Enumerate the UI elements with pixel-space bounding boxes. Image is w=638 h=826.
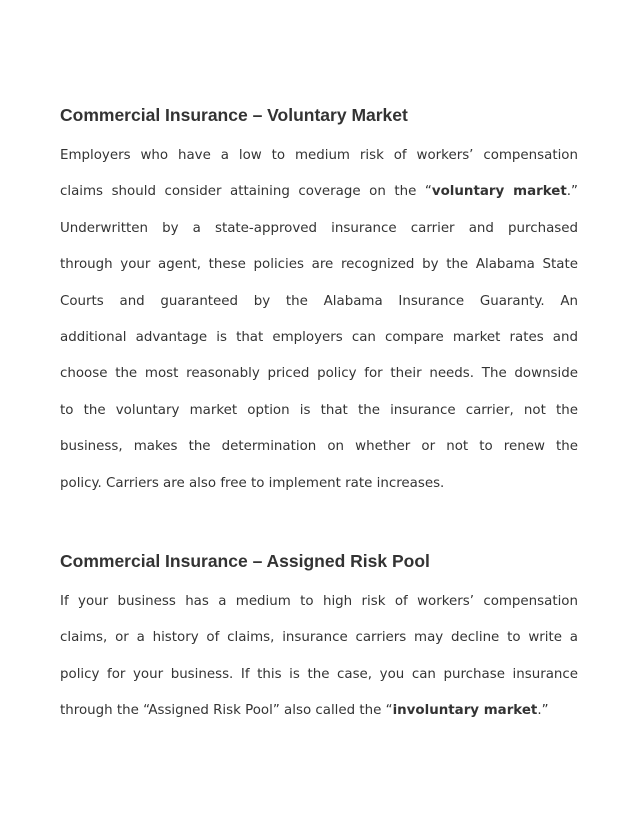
section-title-voluntary-market: Commercial Insurance – Voluntary Market xyxy=(60,105,408,125)
text-run: through the “Assigned Risk Pool” also called the “ xyxy=(60,703,393,719)
text-line xyxy=(60,693,578,729)
emphasis-voluntary-market: voluntary market xyxy=(431,184,567,200)
text-line: choose the most reasonably priced policy for their needs. The downside xyxy=(60,366,578,382)
text-line: business, makes the determination on whether or not to renew the xyxy=(60,439,578,455)
text-line: claims, or a history of claims, insurance carriers may decline to write a xyxy=(60,630,578,646)
text-run: claims should consider attaining coverage on the “ xyxy=(60,184,432,200)
text-line: Underwritten by a state-approved insurance carrier and purchased xyxy=(60,220,578,236)
text-line: additional advantage is that employers can compare market rates and xyxy=(60,329,578,345)
text-line: Employers who have a low to medium risk of workers’ compensation xyxy=(60,148,578,163)
text-line: policy. Carriers are also free to implement rate increases. xyxy=(60,475,445,491)
text-line: to the voluntary market option is that the insurance carrier, not the xyxy=(60,402,578,418)
text-run: .” xyxy=(566,184,578,200)
text-run: .” xyxy=(537,703,549,719)
text-line: Courts and guaranteed by the Alabama Insurance Guaranty. An xyxy=(60,293,578,309)
section-title-assigned-risk-pool: Commercial Insurance – Assigned Risk Pool xyxy=(60,551,430,571)
paragraph-assigned-risk-pool xyxy=(60,584,578,730)
text-line xyxy=(60,174,578,210)
text-line: policy for your business. If this is the case, you can purchase insurance xyxy=(60,666,578,682)
text-line: If your business has a medium to high risk of workers’ compensation xyxy=(60,594,578,609)
text-line: through your agent, these policies are recognized by the Alabama State xyxy=(60,257,578,273)
emphasis-involuntary-market: involuntary market xyxy=(392,703,538,719)
paragraph-voluntary-market xyxy=(60,138,578,502)
